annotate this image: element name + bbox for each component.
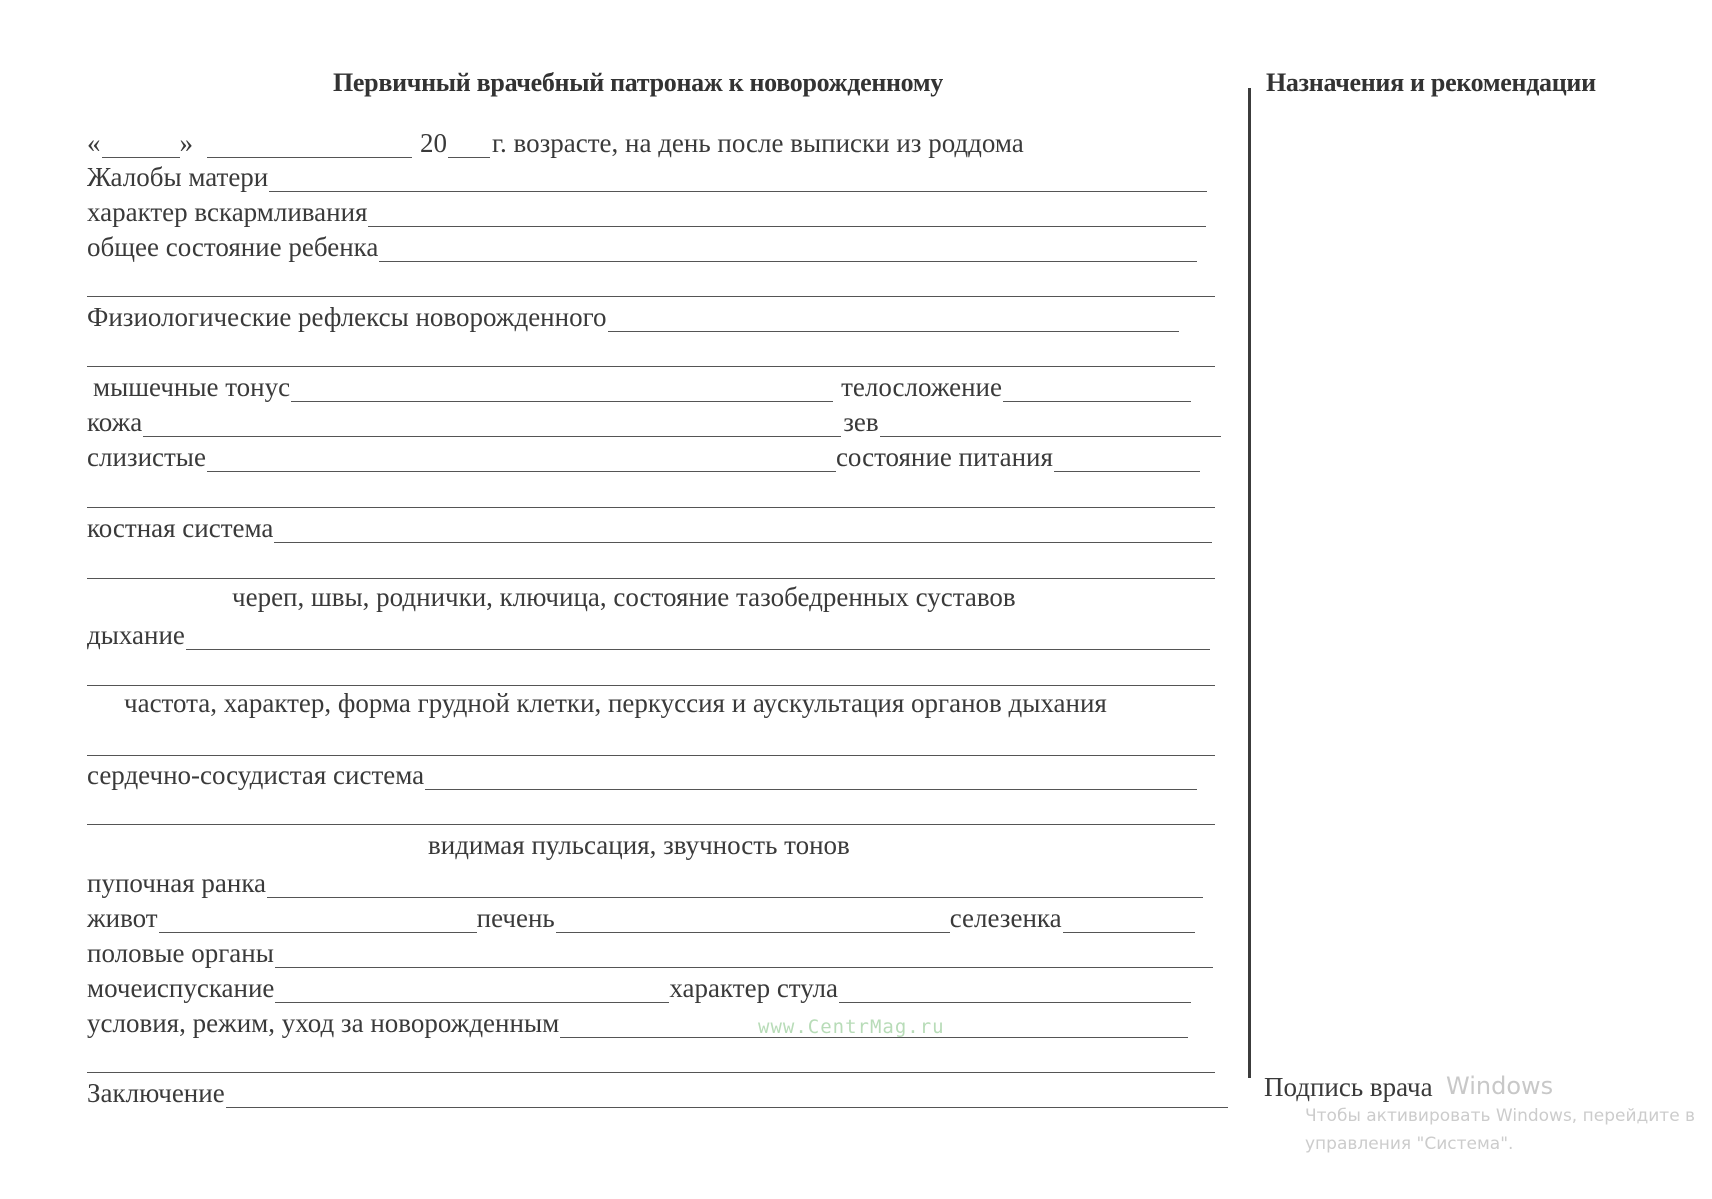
date-suffix: г. возрасте, на день после выписки из роддома (492, 128, 1024, 158)
quote-close: » (179, 128, 193, 158)
site-watermark: www.CentrMag.ru (758, 1016, 945, 1038)
feeding-row (87, 191, 1206, 227)
throat-field[interactable] (880, 408, 1221, 437)
genitals-label: половые органы (87, 938, 274, 968)
cardio-extra-line[interactable] (87, 824, 1215, 825)
throat-label: зев (843, 407, 879, 437)
urination-row (87, 967, 1191, 1003)
conditions-label: условия, режим, уход за новорожденным (87, 1008, 560, 1038)
umbilical-label: пупочная ранка (87, 868, 267, 898)
complaints-label: Жалобы матери (87, 162, 269, 192)
conclusion-row (87, 1072, 1228, 1108)
muscle-tone-label: мышечные тонус (93, 372, 291, 402)
doctor-signature-label: Подпись врача (1264, 1072, 1433, 1102)
complaints-row (87, 156, 1207, 192)
skin-row (87, 401, 1221, 437)
bones-field[interactable] (274, 514, 1212, 543)
breathing-extra-line[interactable] (87, 685, 1215, 686)
mucous-label: слизистые (87, 442, 206, 472)
vertical-divider (1248, 88, 1251, 1078)
bones-extra-line[interactable] (87, 578, 1215, 579)
bones-label: костная система (87, 513, 274, 543)
liver-label: печень (476, 903, 555, 933)
cardio-label: сердечно-сосудистая система (87, 760, 425, 790)
general-state-field[interactable] (379, 233, 1197, 262)
umbilical-field[interactable] (267, 869, 1203, 898)
urination-field[interactable] (275, 974, 669, 1003)
windows-activation-line1: Чтобы активировать Windows, перейдите в (1305, 1106, 1696, 1126)
genitals-row (87, 932, 1213, 968)
abdomen-field[interactable] (159, 904, 477, 933)
quote-open: « (87, 128, 101, 158)
conclusion-field[interactable] (226, 1079, 1228, 1108)
muscle-tone-field[interactable] (291, 373, 833, 402)
year-field[interactable] (448, 129, 490, 158)
conditions-row (87, 1002, 1188, 1038)
day-field[interactable] (102, 129, 180, 158)
skin-label: кожа (87, 407, 143, 437)
general-state-label: общее состояние ребенка (87, 232, 379, 262)
cardio-hint: видимая пульсация, звучность тонов (428, 830, 850, 860)
physique-label: телосложение (841, 372, 1002, 402)
month-field[interactable] (207, 129, 412, 158)
bones-hint: череп, швы, роднички, ключица, состояние тазобедренных суставов (232, 582, 1016, 612)
stool-label: характер стула (669, 973, 839, 1003)
liver-field[interactable] (556, 904, 950, 933)
breathing-label: дыхание (87, 620, 185, 650)
skin-field[interactable] (143, 408, 841, 437)
spleen-field[interactable] (1063, 904, 1195, 933)
mucous-field[interactable] (207, 443, 836, 472)
breathing-field[interactable] (186, 621, 1210, 650)
year-prefix: 20 (420, 128, 447, 158)
feeding-field[interactable] (368, 198, 1206, 227)
muscle-tone-row (93, 366, 1191, 402)
recommendations-title: Назначения и рекомендации (1266, 68, 1596, 97)
conclusion-label: Заключение (87, 1078, 225, 1108)
abdomen-row (87, 897, 1195, 933)
windows-activation-title: Windows (1446, 1072, 1554, 1100)
general-state-row (87, 226, 1197, 262)
mucous-row (87, 436, 1200, 472)
form-title: Первичный врачебный патронаж к новорожденному (333, 68, 943, 97)
reflexes-label: Физиологические рефлексы новорожденного (87, 302, 607, 332)
reflexes-field[interactable] (608, 303, 1179, 332)
nutrition-label: состояние питания (835, 442, 1053, 472)
nutrition-field[interactable] (1054, 443, 1200, 472)
abdomen-label: живот (87, 903, 158, 933)
cardio-field[interactable] (425, 761, 1197, 790)
feeding-label: характер вскармливания (87, 197, 368, 227)
reflexes-row (87, 296, 1179, 332)
genitals-field[interactable] (275, 939, 1213, 968)
windows-activation-line2: управления "Система". (1305, 1134, 1514, 1154)
complaints-field[interactable] (269, 163, 1207, 192)
umbilical-row (87, 862, 1203, 898)
bones-row (87, 507, 1212, 543)
physique-field[interactable] (1003, 373, 1191, 402)
breathing-row (87, 614, 1210, 650)
date-line (87, 122, 1025, 158)
cardio-row (87, 754, 1197, 790)
spleen-label: селезенка (949, 903, 1062, 933)
stool-field[interactable] (839, 974, 1191, 1003)
breathing-hint: частота, характер, форма грудной клетки, перкуссия и аускультация органов дыхания (124, 688, 1107, 718)
urination-label: мочеиспускание (87, 973, 275, 1003)
